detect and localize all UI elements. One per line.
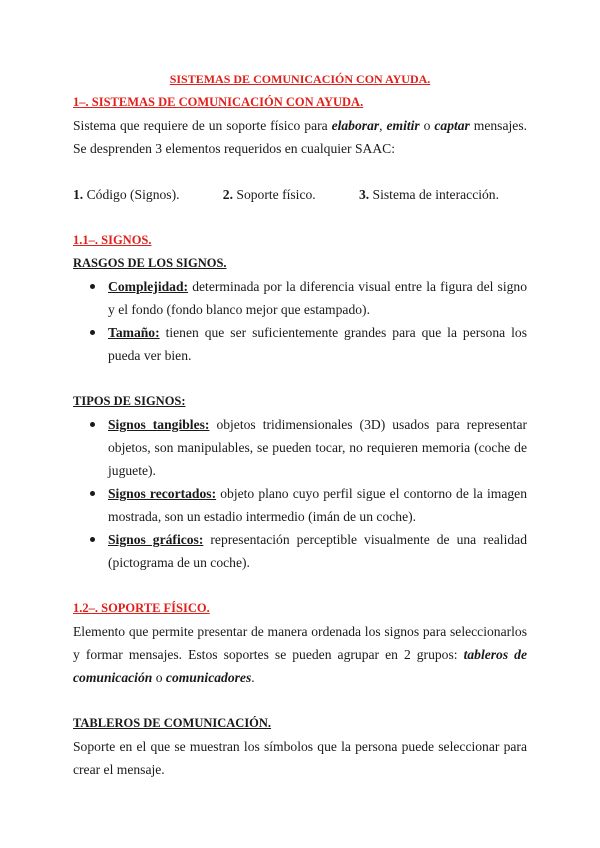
section-1-intro bbox=[73, 114, 527, 160]
section-1-2-heading: 1.2–. SOPORTE FÍSICO. bbox=[73, 601, 210, 615]
list-item bbox=[73, 413, 527, 482]
tipos-list bbox=[73, 413, 527, 574]
saac-elements-list bbox=[73, 183, 513, 206]
intro-text-end: mensajes. Se desprenden 3 elementos requeridos en cualquier SAAC: bbox=[73, 118, 528, 156]
period: . bbox=[251, 670, 255, 685]
tableros-heading: TABLEROS DE COMUNICACIÓN. bbox=[73, 716, 272, 730]
item-text: tienen que ser suficientemente grandes para que la persona los pueda ver bien. bbox=[108, 325, 527, 363]
paragraph-text: Elemento que permite presentar de manera ordenada los signos para seleccionarlos y formar mensajes. Estos soportes se pueden agrupar en 2 grupos: bbox=[73, 624, 527, 662]
document-page bbox=[73, 68, 527, 781]
item-text: representación perceptible visualmente de una realidad (pictograma de un coche). bbox=[108, 532, 527, 570]
item-text: objeto plano cuyo perfil sigue el contorno de la imagen mostrada, son un estadio intermedio (imán de un coche). bbox=[108, 486, 527, 524]
term-captar: captar bbox=[434, 118, 470, 133]
list-item bbox=[73, 321, 527, 367]
term-signos-tangibles: Signos tangibles: bbox=[108, 417, 210, 432]
element-item: 3. Sistema de interacción. bbox=[358, 187, 499, 202]
term-signos-graficos: Signos gráficos: bbox=[108, 532, 204, 547]
term-tamano: Tamaño: bbox=[108, 325, 160, 340]
list-item bbox=[73, 528, 527, 574]
section-1-1-heading: 1.1–. SIGNOS. bbox=[73, 233, 152, 247]
list-item bbox=[73, 275, 527, 321]
term-signos-recortados: Signos recortados: bbox=[108, 486, 217, 501]
element-item: 2. Soporte físico. bbox=[222, 187, 316, 202]
item-text: determinada por la diferencia visual entre la figura del signo y el fondo (fondo blanco mejor que estampado). bbox=[108, 279, 527, 317]
term-tableros: tableros de comunicación bbox=[73, 647, 527, 685]
conj-o: o bbox=[152, 670, 166, 685]
rasgos-heading: RASGOS DE LOS SIGNOS. bbox=[73, 256, 227, 270]
conj-o: o bbox=[419, 118, 435, 133]
comma: , bbox=[379, 118, 387, 133]
term-complejidad: Complejidad: bbox=[108, 279, 189, 294]
term-comunicadores: comunicadores bbox=[165, 670, 252, 685]
term-elaborar: elaborar bbox=[331, 118, 380, 133]
tipos-heading: TIPOS DE SIGNOS: bbox=[73, 394, 186, 408]
rasgos-list bbox=[73, 275, 527, 367]
tableros-paragraph: Soporte en el que se muestran los símbolos que la persona puede seleccionar para crear el mensaje. bbox=[73, 739, 527, 777]
document-title: SISTEMAS DE COMUNICACIÓN CON AYUDA. bbox=[169, 72, 431, 86]
list-item bbox=[73, 482, 527, 528]
intro-text: Sistema que requiere de un soporte físico para bbox=[73, 118, 332, 133]
item-text: objetos tridimensionales (3D) usados para representar objetos, son manipulables, se pueden tocar, no requieren memoria (coche de juguete). bbox=[108, 417, 528, 478]
element-item: 1. Código (Signos). bbox=[73, 187, 180, 202]
section-1-heading: 1–. SISTEMAS DE COMUNICACIÓN CON AYUDA. bbox=[73, 95, 364, 109]
term-emitir: emitir bbox=[386, 118, 420, 133]
section-1-2-paragraph bbox=[73, 620, 527, 689]
